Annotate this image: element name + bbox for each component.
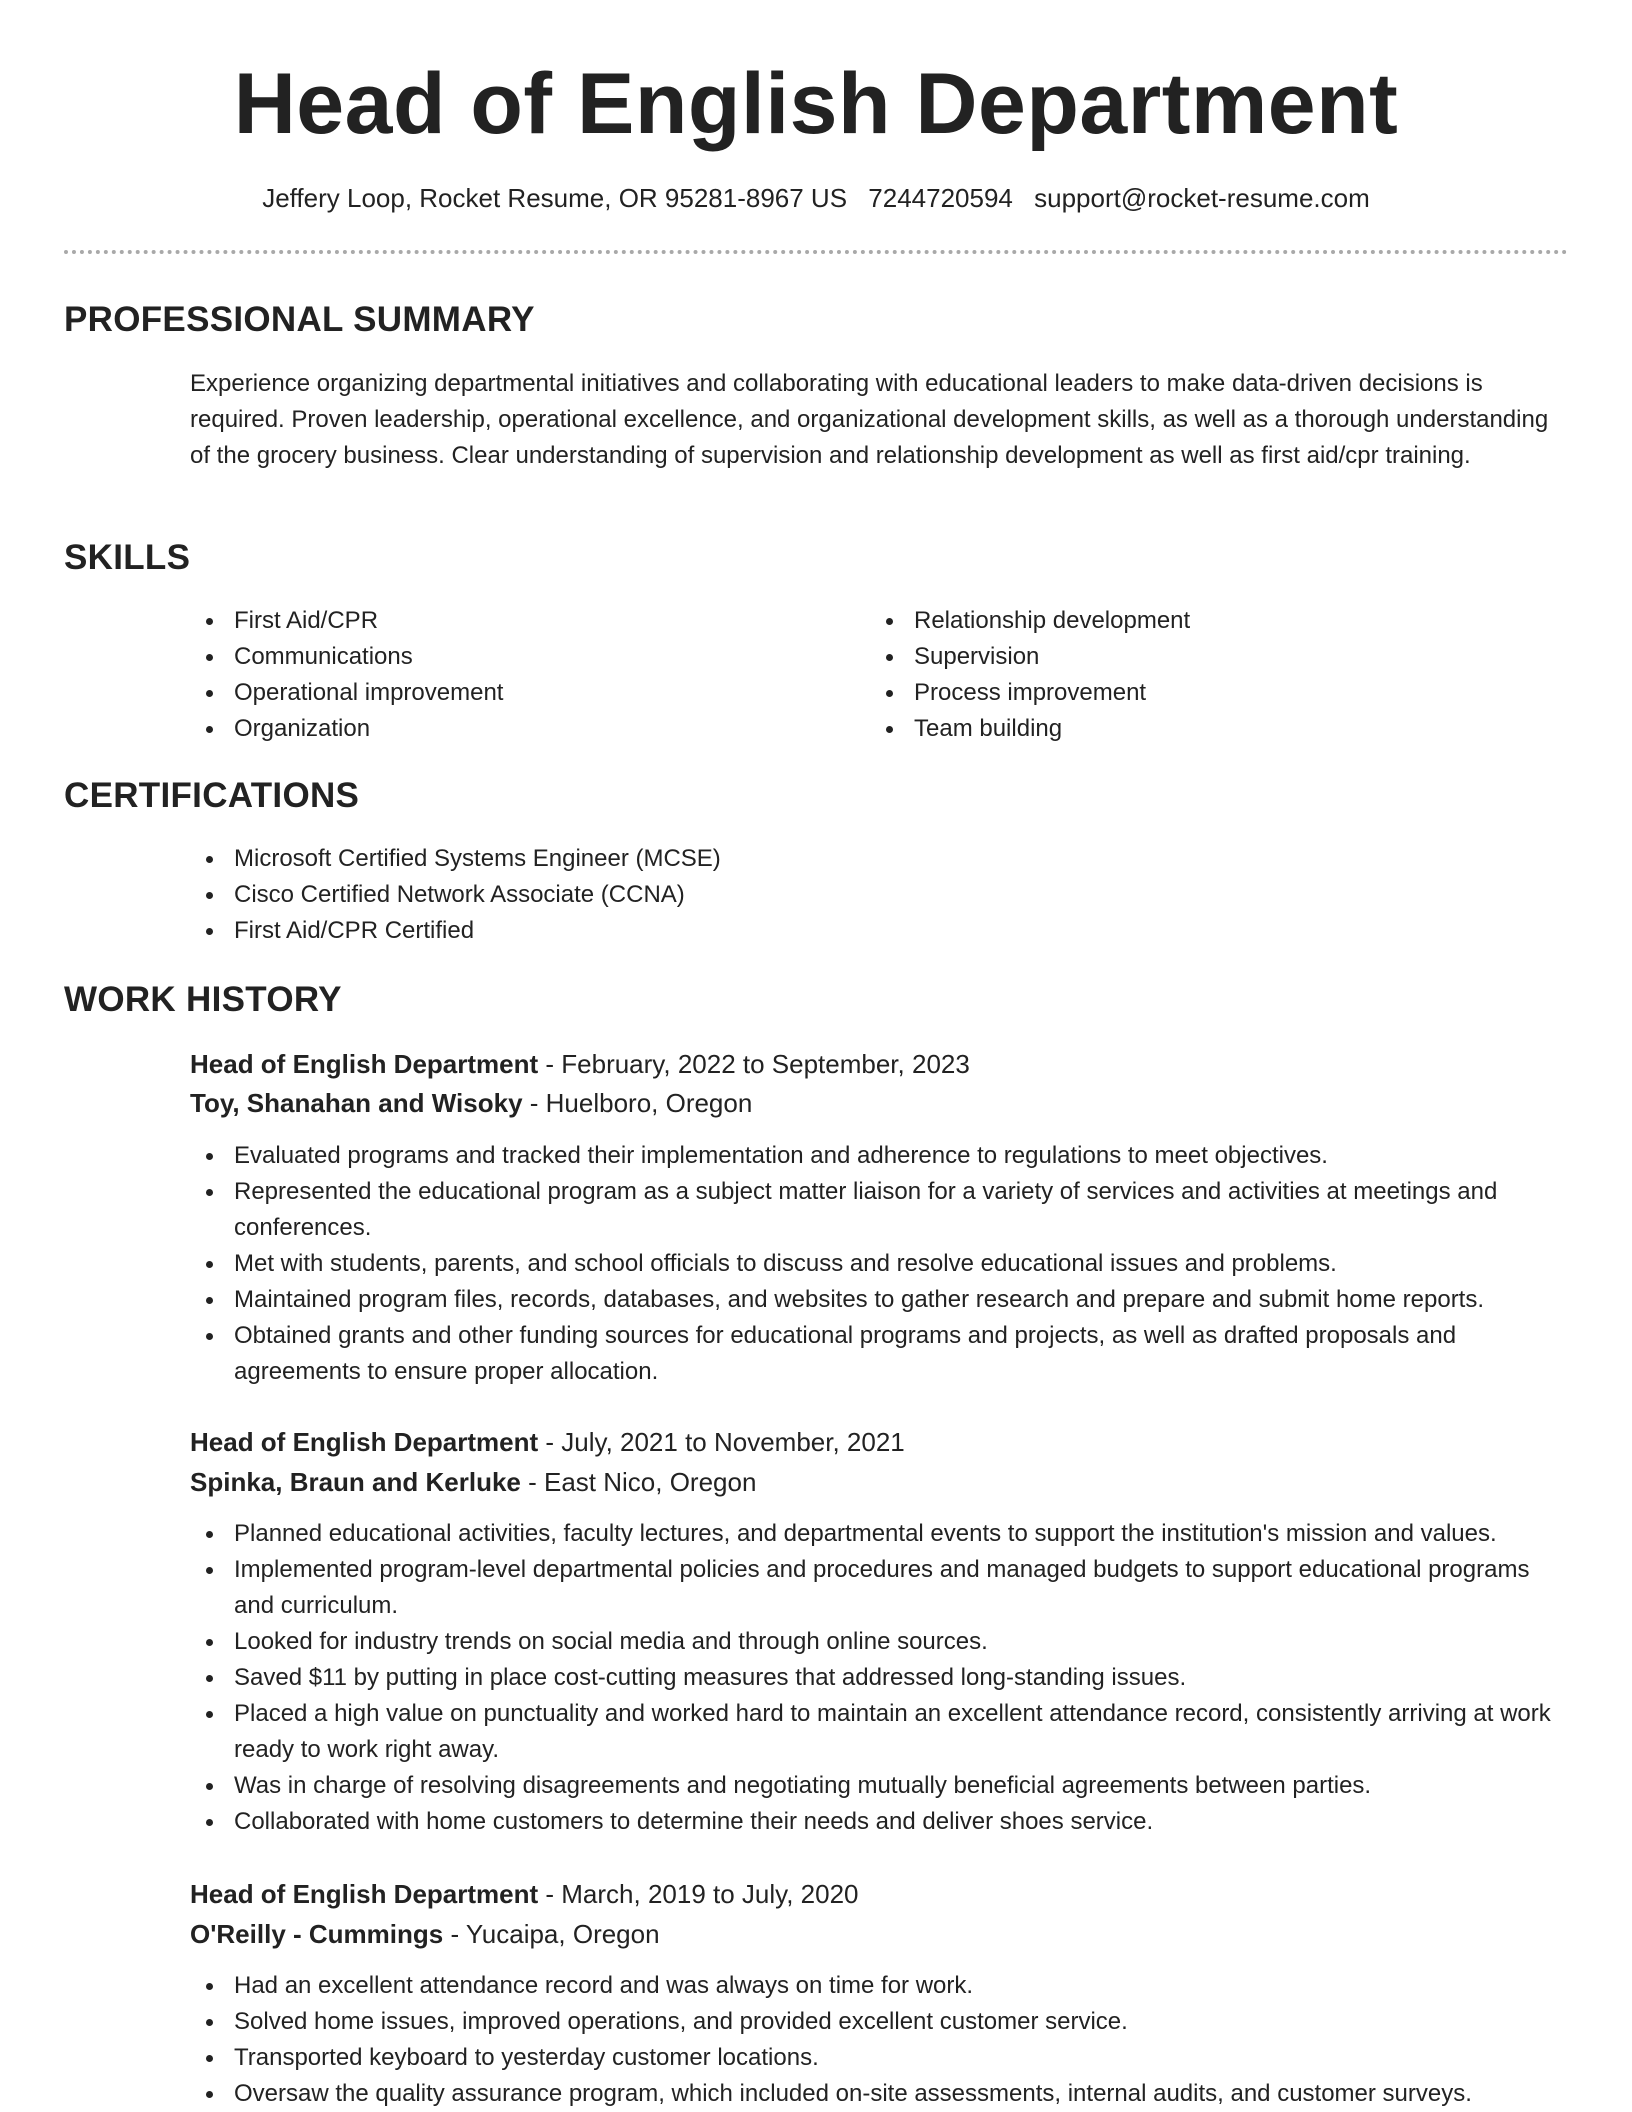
list-item: Cisco Certified Network Associate (CCNA) bbox=[190, 877, 1570, 913]
job-2-company: Spinka, Braun and Kerluke bbox=[190, 1467, 521, 1497]
list-item: Was in charge of resolving disagreements and negotiating mutually beneficial agreements between parties. bbox=[190, 1768, 1570, 1804]
list-item: Obtained grants and other funding sources for educational programs and projects, as well as drafted proposals and agreements to ensure proper allocation. bbox=[190, 1318, 1570, 1390]
job-1-bullets bbox=[190, 1138, 1570, 1390]
contact-address: Jeffery Loop, Rocket Resume, OR 95281-8967 US bbox=[262, 183, 848, 213]
list-item: Relationship development bbox=[870, 603, 1550, 639]
job-1-company-line bbox=[190, 1085, 752, 1121]
header-divider bbox=[64, 250, 1568, 254]
list-item: Maintained program files, records, databases, and websites to gather research and prepare and submit home reports. bbox=[190, 1282, 1570, 1318]
job-3-title-line bbox=[190, 1876, 859, 1912]
job-2-location: - East Nico, Oregon bbox=[520, 1467, 757, 1497]
list-item: Operational improvement bbox=[190, 675, 850, 711]
list-item: Implemented program-level departmental policies and procedures and managed budgets to support educational programs and curriculum. bbox=[190, 1552, 1570, 1624]
list-item: Supervision bbox=[870, 639, 1550, 675]
list-item: Represented the educational program as a subject matter liaison for a variety of services and activities at meetings and conferences. bbox=[190, 1174, 1570, 1246]
list-item: First Aid/CPR Certified bbox=[190, 913, 1570, 949]
list-item: Process improvement bbox=[870, 675, 1550, 711]
job-3-location: - Yucaipa, Oregon bbox=[443, 1919, 660, 1949]
contact-email: support@rocket-resume.com bbox=[1034, 183, 1370, 213]
job-3-company: O'Reilly - Cummings bbox=[190, 1919, 444, 1949]
list-item: Placed a high value on punctuality and worked hard to maintain an excellent attendance record, consistently arriving at work ready to work right away. bbox=[190, 1696, 1570, 1768]
job-1-title-line bbox=[190, 1046, 970, 1082]
job-3-title: Head of English Department bbox=[190, 1879, 539, 1909]
list-item: Saved $11 by putting in place cost-cutting measures that addressed long-standing issues. bbox=[190, 1660, 1570, 1696]
list-item: Met with students, parents, and school officials to discuss and resolve educational issues and problems. bbox=[190, 1246, 1570, 1282]
job-1-company: Toy, Shanahan and Wisoky bbox=[190, 1088, 523, 1118]
job-1-dates: - February, 2022 to September, 2023 bbox=[538, 1049, 970, 1079]
job-2-title: Head of English Department bbox=[190, 1427, 539, 1457]
job-3-dates: - March, 2019 to July, 2020 bbox=[538, 1879, 859, 1909]
list-item: Communications bbox=[190, 639, 850, 675]
job-1-title: Head of English Department bbox=[190, 1049, 539, 1079]
job-2-title-line bbox=[190, 1424, 905, 1460]
job-3-company-line bbox=[190, 1916, 660, 1952]
list-item: Oversaw the quality assurance program, which included on-site assessments, internal audits, and customer surveys. bbox=[190, 2076, 1570, 2112]
list-item: Looked for industry trends on social media and through online sources. bbox=[190, 1624, 1570, 1660]
list-item: Had an excellent attendance record and was always on time for work. bbox=[190, 1968, 1570, 2004]
list-item: Solved home issues, improved operations, and provided excellent customer service. bbox=[190, 2004, 1570, 2040]
summary-heading: PROFESSIONAL SUMMARY bbox=[64, 300, 535, 339]
list-item: Microsoft Certified Systems Engineer (MCSE) bbox=[190, 841, 1570, 877]
job-2-bullets bbox=[190, 1516, 1570, 1840]
list-item: Evaluated programs and tracked their implementation and adherence to regulations to meet objectives. bbox=[190, 1138, 1570, 1174]
list-item: Transported keyboard to yesterday customer locations. bbox=[190, 2040, 1570, 2076]
skills-list-right bbox=[870, 603, 1550, 747]
contact-phone: 7244720594 bbox=[868, 183, 1013, 213]
job-2-company-line bbox=[190, 1464, 756, 1500]
list-item: Organization bbox=[190, 711, 850, 747]
skills-list-left bbox=[190, 603, 850, 747]
list-item: Planned educational activities, faculty lectures, and departmental events to support the institution's mission and values. bbox=[190, 1516, 1570, 1552]
list-item: Team building bbox=[870, 711, 1550, 747]
certifications-heading: CERTIFICATIONS bbox=[64, 776, 360, 815]
work-history-heading: WORK HISTORY bbox=[64, 980, 342, 1019]
job-3-bullets bbox=[190, 1968, 1570, 2112]
job-2-dates: - July, 2021 to November, 2021 bbox=[538, 1427, 905, 1457]
job-1-location: - Huelboro, Oregon bbox=[522, 1088, 753, 1118]
list-item: First Aid/CPR bbox=[190, 603, 850, 639]
skills-heading: SKILLS bbox=[64, 538, 191, 577]
contact-line bbox=[0, 180, 1632, 216]
resume-title: Head of English Department bbox=[233, 56, 1399, 152]
summary-text: Experience organizing departmental initiatives and collaborating with educational leaders to make data-driven decisions is required. Proven leadership, operational excellence, and organizational development skills, as well as a thorough understanding of the grocery business. Clear understanding of supervision and relationship development as well as first aid/cpr training. bbox=[190, 370, 1549, 469]
list-item: Collaborated with home customers to determine their needs and deliver shoes service. bbox=[190, 1804, 1570, 1840]
certifications-list bbox=[190, 841, 1570, 949]
